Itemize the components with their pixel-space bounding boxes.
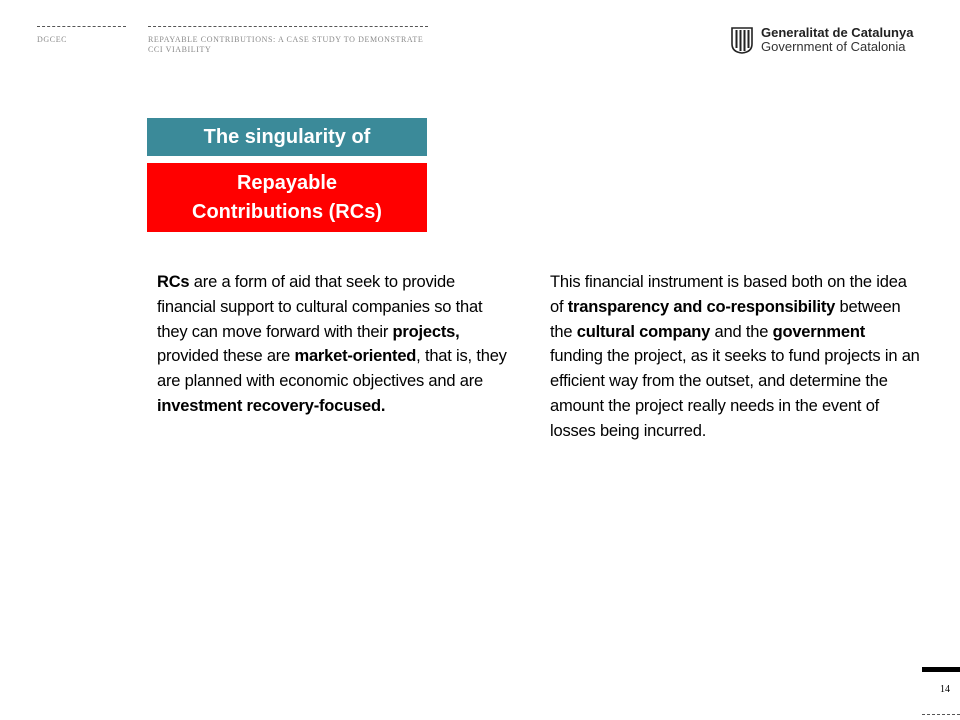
right-paragraph-run: cultural company: [576, 322, 711, 341]
logo-subtitle: Government of Catalonia: [761, 39, 906, 54]
left-paragraph: [157, 270, 517, 419]
left-paragraph-run: market-oriented: [294, 347, 417, 366]
right-paragraph-run: and the: [710, 322, 773, 341]
right-paragraph-run: between the: [550, 297, 901, 341]
right-paragraph-run: transparency and co-responsibility: [567, 297, 836, 316]
left-paragraph-run: provided these are: [157, 347, 295, 366]
right-paragraph-run: funding the project, as it seeks to fund projects in an efficient way from the outset, and determine the amount the project really needs in the event of losses being incurred.: [550, 347, 920, 440]
right-paragraph: [550, 270, 920, 444]
page-footer-rule: [922, 714, 960, 715]
generalitat-logo: [729, 26, 913, 54]
right-paragraph-run: This financial instrument is based both on the idea of: [550, 273, 907, 316]
header-document-title: REPAYABLE CONTRIBUTIONS: A CASE STUDY TO DEMONSTRATE CCI VIABILITY: [148, 35, 424, 54]
header-org-label: DGCEC: [37, 35, 68, 44]
page-number: 14: [940, 684, 950, 695]
left-paragraph-run: RCs: [157, 273, 190, 291]
title-red-box: [147, 163, 427, 232]
left-paragraph-run: investment recovery-focused.: [157, 396, 386, 415]
left-paragraph-run: projects,: [392, 322, 460, 341]
left-paragraph-run: are a form of aid that seek to provide financial support to cultural companies so that they can move forward with their: [157, 273, 483, 341]
page-number-bar: [922, 667, 960, 672]
title-line-2b: Contributions (RCs): [192, 200, 382, 223]
logo-name: Generalitat de Catalunya: [761, 25, 914, 40]
title-line-1: The singularity of: [203, 125, 371, 148]
generalitat-stripes-icon: [729, 26, 755, 54]
header-rule-left: [37, 26, 126, 27]
title-line-2a: Repayable: [236, 171, 338, 194]
header-rule-middle: [148, 26, 428, 27]
left-paragraph-run: , that is, they are planned with economic objectives and are: [157, 347, 507, 391]
right-paragraph-run: government: [772, 322, 866, 341]
title-teal-box: [147, 118, 427, 156]
